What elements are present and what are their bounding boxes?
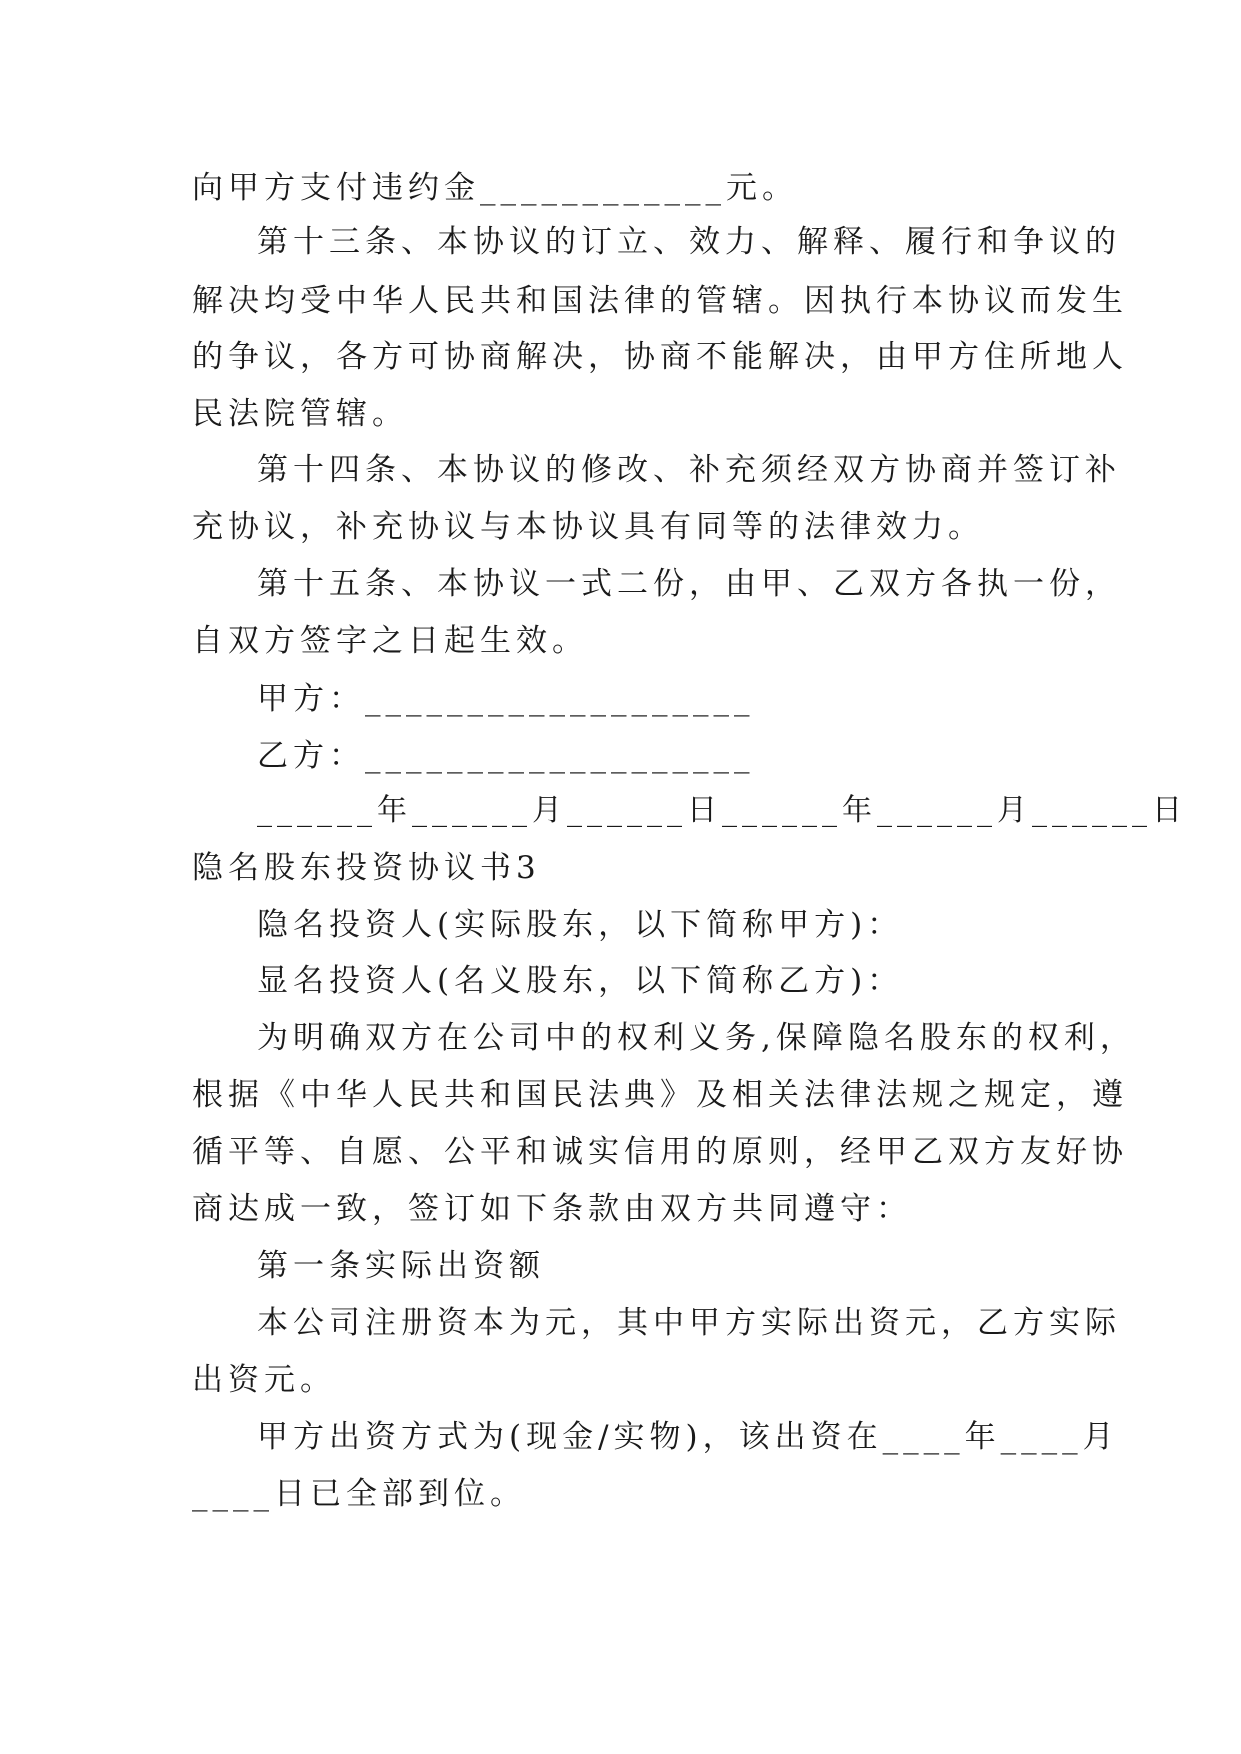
text-line: 本公司注册资本为元，其中甲方实际出资元，乙方实际: [257, 1305, 1121, 1341]
signature-line-party-b: 乙方：___________________: [257, 738, 755, 774]
text-line: 第十三条、本协议的订立、效力、解释、履行和争议的: [257, 224, 1121, 260]
section-title: 隐名股东投资协议书3: [192, 850, 541, 886]
text-line: 的争议，各方可协商解决，协商不能解决，由甲方住所地人: [192, 339, 1128, 375]
clause-heading: 第一条实际出资额: [257, 1248, 545, 1284]
text-line: 第十四条、本协议的修改、补充须经双方协商并签订补: [257, 452, 1121, 488]
text-line: 甲方出资方式为(现金/实物)，该出资在____年____月: [257, 1419, 1119, 1455]
text-line: 充协议，补充协议与本协议具有同等的法律效力。: [192, 509, 984, 545]
text-line: 商达成一致，签订如下条款由双方共同遵守：: [192, 1191, 912, 1227]
text-line: 显名投资人(名义股东，以下简称乙方)：: [257, 963, 904, 999]
text-line: 向甲方支付违约金____________元。: [192, 170, 798, 206]
text-line: 解决均受中华人民共和国法律的管辖。因执行本协议而发生: [192, 283, 1128, 319]
text-line: 民法院管辖。: [192, 396, 408, 432]
text-line: ____日已全部到位。: [192, 1476, 526, 1512]
text-line: 第十五条、本协议一式二份，由甲、乙双方各执一份，: [257, 566, 1121, 602]
text-line: 隐名投资人(实际股东，以下简称甲方)：: [257, 907, 904, 943]
text-line: 出资元。: [192, 1362, 336, 1398]
date-line: ______年______月______日______年______月______日: [257, 793, 1187, 828]
text-line: 自双方签字之日起生效。: [192, 623, 588, 659]
text-line: 为明确双方在公司中的权利义务,保障隐名股东的权利，: [257, 1020, 1136, 1056]
signature-line-party-a: 甲方：___________________: [257, 681, 755, 717]
text-line: 根据《中华人民共和国民法典》及相关法律法规之规定，遵: [192, 1077, 1128, 1113]
text-line: 循平等、自愿、公平和诚实信用的原则，经甲乙双方友好协: [192, 1134, 1128, 1170]
